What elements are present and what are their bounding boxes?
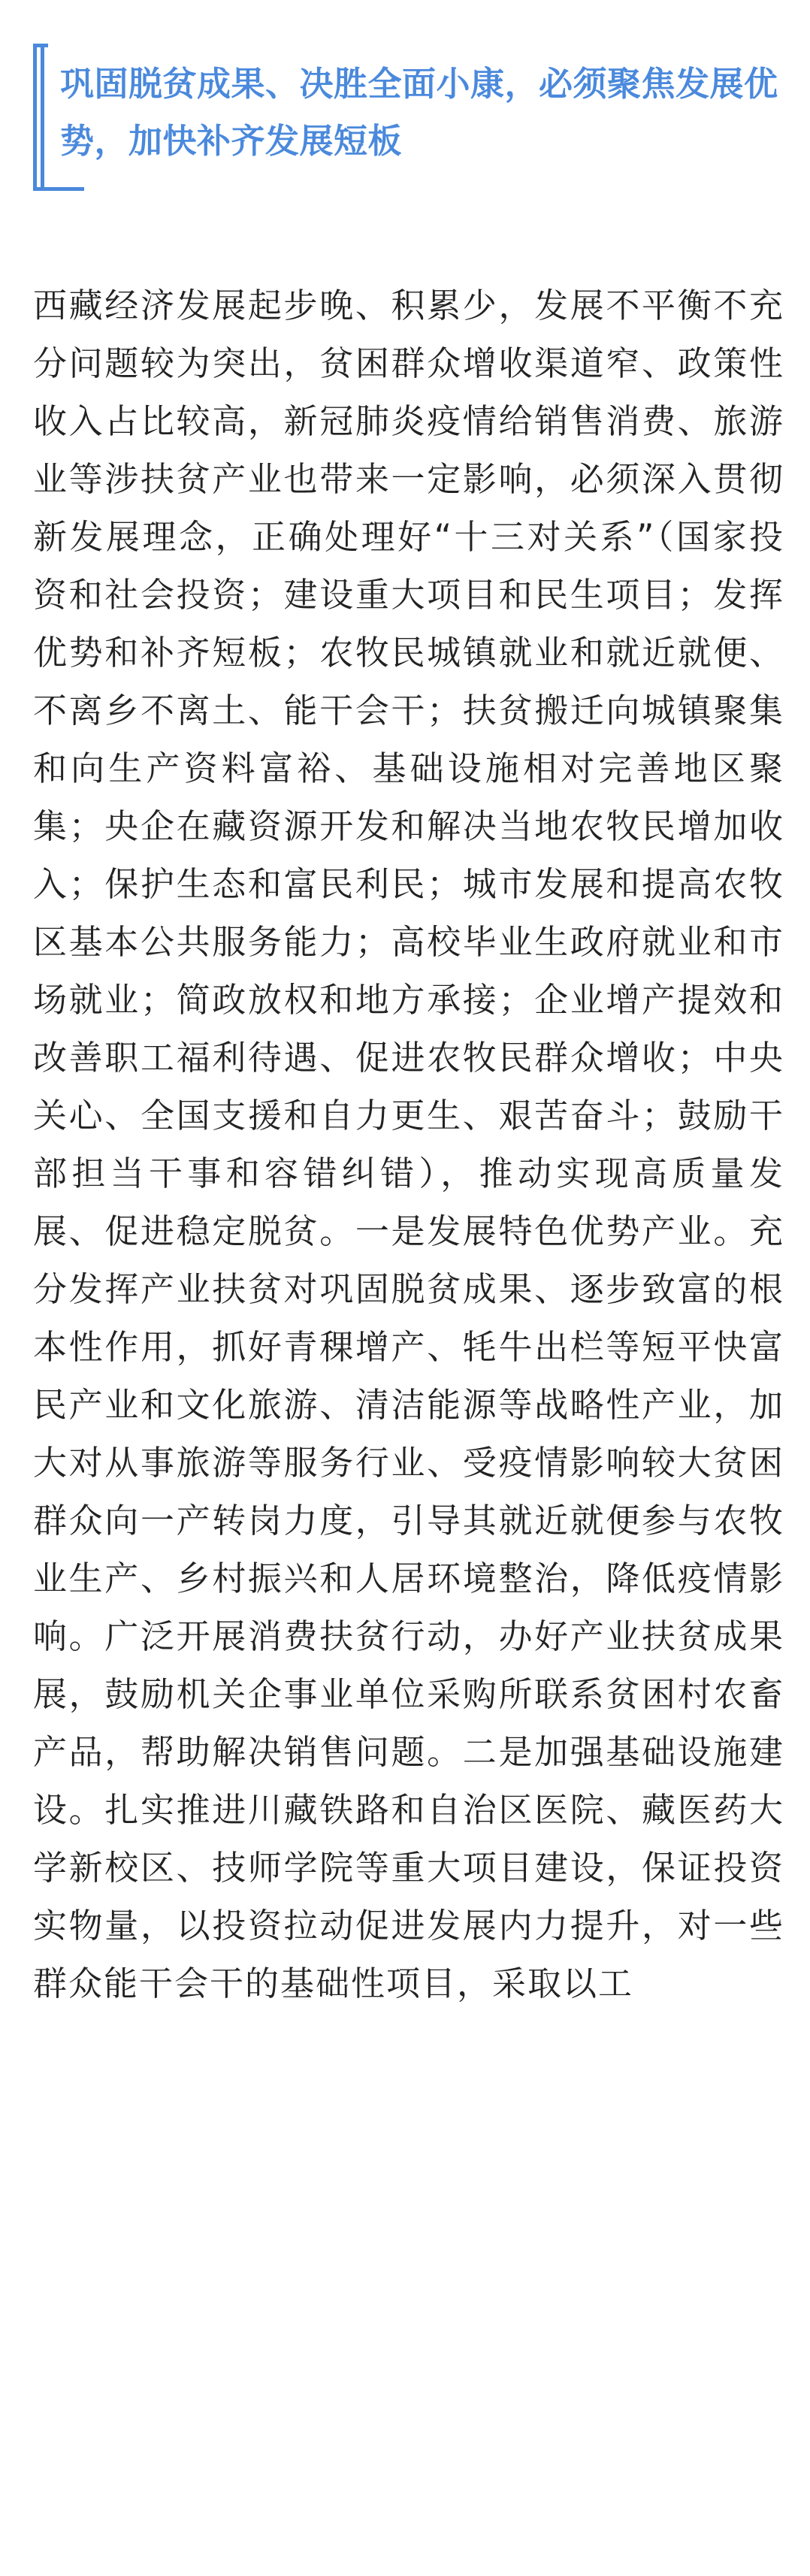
section-heading: 巩固脱贫成果、决胜全面小康，必须聚焦发展优势，加快补齐发展短板 (60, 64, 778, 161)
heading-bracket-top (33, 44, 48, 47)
heading-bracket-decoration (33, 44, 44, 191)
heading-bracket-bottom (33, 187, 84, 191)
article-body-paragraph: 西藏经济发展起步晚、积累少，发展不平衡不充分问题较为突出，贫困群众增收渠道窄、政策性收入占比较高，新冠肺炎疫情给销售消费、旅游业等涉扶贫产业也带来一定影响，必须深入贯彻新发展理念，正确处理好“十三对关系”（国家投资和社会投资；建设重大项目和民生项目；发挥优势和补齐短板；农牧民城镇就业和就近就便、不离乡不离土、能干会干；扶贫搬迁向城镇聚集和向生产资料富裕、基础设施相对完善地区聚集；央企在藏资源开发和解决当地农牧民增加收入；保护生态和富民利民；城市发展和提高农牧区基本公共服务能力；高校毕业生政府就业和市场就业；简政放权和地方承接；企业增产提效和改善职工福利待遇、促进农牧民群众增收；中央关心、全国支援和自力更生、艰苦奋斗；鼓励干部担当干事和容错纠错），推动实现高质量发展、促进稳定脱贫。一是发展特色优势产业。充分发挥产业扶贫对巩固脱贫成果、逐步致富的根本性作用，抓好青稞增产、牦牛出栏等短平快富民产业和文化旅游、清洁能源等战略性产业，加大对从事旅游等服务行业、受疫情影响较大贫困群众向一产转岗力度，引导其就近就便参与农牧业生产、乡村振兴和人居环境整治，降低疫情影响。广泛开展消费扶贫行动，办好产业扶贫成果展，鼓励机关企事业单位采购所联系贫困村农畜产品，帮助解决销售问题。二是加强基础设施建设。扎实推进川藏铁路和自治区医院、藏医药大学新校区、技师学院等重大项目建设，保证投资实物量，以投资拉动促进发展内力提升，对一些群众能干会干的基础性项目，采取以工 (33, 286, 784, 2003)
section-heading-box (33, 44, 777, 191)
